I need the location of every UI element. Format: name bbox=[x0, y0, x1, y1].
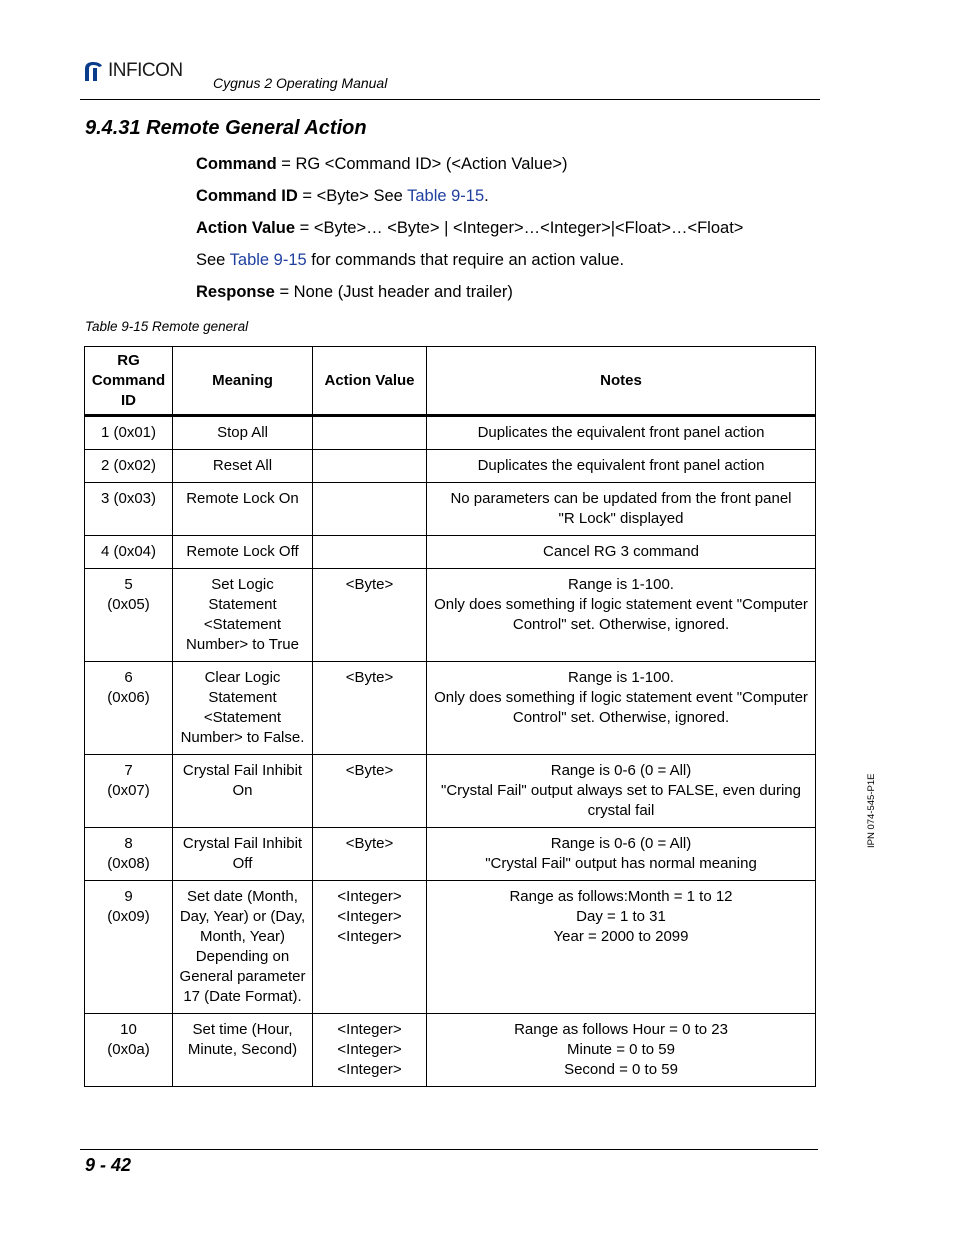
action-value-cell-text: <Byte> bbox=[345, 762, 394, 779]
table-row bbox=[85, 569, 816, 662]
meaning-cell-text: Stop All bbox=[217, 424, 268, 441]
command-id-cell-text: (0x0a) bbox=[107, 1041, 150, 1058]
notes-cell-text: Cancel RG 3 command bbox=[543, 543, 699, 560]
meaning-cell bbox=[173, 450, 313, 483]
command-id-cell bbox=[85, 450, 173, 483]
meaning-cell bbox=[173, 881, 313, 1014]
action-value-cell-text: <Integer> bbox=[337, 928, 402, 945]
notes-cell-text: Minute = 0 to 59 bbox=[567, 1041, 675, 1058]
notes-cell-text: "Crystal Fail" output always set to FALSE, even during bbox=[441, 782, 801, 799]
meaning-cell-text: Set date (Month, bbox=[187, 888, 298, 905]
action-value-cell bbox=[313, 662, 427, 755]
side-code: IPN 074-545-P1E bbox=[866, 773, 877, 848]
command-id-cell-text: 9 bbox=[124, 888, 133, 905]
action-value-cell-text: <Byte> bbox=[345, 669, 394, 686]
meaning-cell-text: Number> to False. bbox=[180, 729, 305, 746]
meaning-cell bbox=[173, 1014, 313, 1087]
meaning-cell bbox=[173, 416, 313, 450]
meaning-cell-text: <Statement bbox=[203, 709, 282, 726]
action-value-cell bbox=[313, 828, 427, 881]
meaning-cell-text: Statement bbox=[208, 689, 277, 706]
command-text: = RG <Command ID> (<Action Value>) bbox=[276, 155, 568, 173]
notes-cell bbox=[427, 450, 816, 483]
table-row bbox=[85, 755, 816, 828]
inficon-logo-icon bbox=[82, 60, 106, 82]
notes-cell-text: Only does something if logic statement event "Computer bbox=[434, 596, 808, 613]
meaning-cell-text: Set Logic bbox=[211, 576, 274, 593]
meaning-cell-text: Clear Logic bbox=[204, 669, 281, 686]
meaning-cell-text: Off bbox=[232, 855, 253, 872]
meaning-cell-text: Reset All bbox=[212, 457, 273, 474]
column-header-text: Command bbox=[91, 371, 166, 389]
notes-cell bbox=[427, 569, 816, 662]
meaning-cell-text: <Statement bbox=[203, 616, 282, 633]
notes-cell bbox=[427, 755, 816, 828]
table-link[interactable]: Table 9-15 bbox=[229, 251, 307, 269]
response-text: = None (Just header and trailer) bbox=[274, 283, 513, 301]
meaning-cell-text: Depending on bbox=[195, 948, 290, 965]
table-row bbox=[85, 1014, 816, 1087]
action-value-cell bbox=[313, 536, 427, 569]
notes-cell bbox=[427, 662, 816, 755]
action-value-cell-text: <Integer> bbox=[337, 1021, 402, 1038]
command-id-text-end: . bbox=[484, 187, 489, 205]
command-id-cell bbox=[85, 483, 173, 536]
section-heading: 9.4.31 Remote General Action bbox=[85, 117, 367, 139]
command-id-cell-text: (0x05) bbox=[107, 596, 150, 613]
meaning-cell-text: Statement bbox=[208, 596, 277, 613]
command-id-cell-text: 6 bbox=[124, 669, 133, 686]
command-id-cell bbox=[85, 569, 173, 662]
action-value-cell bbox=[313, 881, 427, 1014]
table-caption: Table 9-15 Remote general bbox=[85, 319, 249, 334]
action-value-label: Action Value bbox=[196, 219, 296, 237]
notes-cell bbox=[427, 1014, 816, 1087]
column-header bbox=[85, 347, 173, 416]
action-value-text: = <Byte>… <Byte> | <Integer>…<Integer>|<Float>…<Float> bbox=[295, 219, 744, 237]
response-line bbox=[196, 283, 513, 302]
action-value-cell-text: <Integer> bbox=[337, 888, 402, 905]
meaning-cell bbox=[173, 569, 313, 662]
table-header-row bbox=[85, 347, 816, 416]
notes-cell-text: Range is 1-100. bbox=[568, 669, 674, 686]
action-value-cell-text: <Integer> bbox=[337, 1041, 402, 1058]
command-id-text: = <Byte> See bbox=[297, 187, 408, 205]
meaning-cell-text: Remote Lock On bbox=[186, 490, 299, 507]
meaning-cell-text: Day, Year) or (Day, bbox=[179, 908, 306, 925]
command-id-cell-text: 1 (0x01) bbox=[100, 424, 157, 441]
command-id-cell bbox=[85, 536, 173, 569]
table-link[interactable]: Table 9-15 bbox=[407, 187, 485, 205]
notes-cell-text: "R Lock" displayed bbox=[558, 510, 684, 527]
command-id-cell-text: (0x06) bbox=[107, 689, 150, 706]
command-id-cell-text: 10 bbox=[120, 1021, 137, 1038]
command-id-cell bbox=[85, 416, 173, 450]
command-label: Command bbox=[196, 155, 277, 173]
meaning-cell-text: Crystal Fail Inhibit bbox=[182, 762, 303, 779]
notes-cell-text: Year = 2000 to 2099 bbox=[553, 928, 689, 945]
table-row bbox=[85, 450, 816, 483]
action-value-cell bbox=[313, 450, 427, 483]
notes-cell-text: Range as follows:Month = 1 to 12 bbox=[509, 888, 733, 905]
action-value-cell bbox=[313, 416, 427, 450]
command-id-cell-text: (0x09) bbox=[107, 908, 150, 925]
meaning-cell-text: Crystal Fail Inhibit bbox=[182, 835, 303, 852]
notes-cell bbox=[427, 483, 816, 536]
action-value-line bbox=[196, 219, 743, 238]
notes-cell-text: crystal fail bbox=[587, 802, 655, 819]
see-text: See bbox=[196, 251, 230, 269]
action-value-cell bbox=[313, 755, 427, 828]
command-id-cell-text: 2 (0x02) bbox=[100, 457, 157, 474]
meaning-cell bbox=[173, 662, 313, 755]
inficon-logo bbox=[82, 60, 183, 82]
notes-cell bbox=[427, 828, 816, 881]
command-id-cell-text: (0x07) bbox=[107, 782, 150, 799]
notes-cell-text: Range as follows Hour = 0 to 23 bbox=[514, 1021, 728, 1038]
notes-cell-text: No parameters can be updated from the front panel bbox=[450, 490, 792, 507]
notes-cell bbox=[427, 881, 816, 1014]
command-id-cell bbox=[85, 881, 173, 1014]
meaning-cell-text: Minute, Second) bbox=[187, 1041, 298, 1058]
notes-cell-text: Only does something if logic statement event "Computer bbox=[434, 689, 808, 706]
command-line bbox=[196, 155, 568, 174]
meaning-cell-text: Remote Lock Off bbox=[186, 543, 299, 560]
notes-cell-text: Duplicates the equivalent front panel action bbox=[477, 457, 765, 474]
command-id-label: Command ID bbox=[196, 187, 298, 205]
notes-cell-text: Day = 1 to 31 bbox=[576, 908, 666, 925]
table-row bbox=[85, 662, 816, 755]
action-value-cell-text: <Integer> bbox=[337, 908, 402, 925]
command-id-cell bbox=[85, 755, 173, 828]
command-id-cell bbox=[85, 828, 173, 881]
action-value-cell-text: <Integer> bbox=[337, 1061, 402, 1078]
action-value-cell-text: <Byte> bbox=[345, 576, 394, 593]
column-header bbox=[427, 347, 816, 416]
command-id-cell bbox=[85, 1014, 173, 1087]
meaning-cell-text: Set time (Hour, bbox=[192, 1021, 293, 1038]
see-text-end: for commands that require an action value. bbox=[306, 251, 625, 269]
remote-general-table bbox=[84, 346, 816, 1087]
meaning-cell-text: 17 (Date Format). bbox=[183, 988, 302, 1005]
header-rule bbox=[80, 99, 820, 100]
meaning-cell-text: On bbox=[232, 782, 253, 799]
notes-cell-text: Range is 0-6 (0 = All) bbox=[550, 835, 692, 852]
notes-cell-text: Range is 0-6 (0 = All) bbox=[550, 762, 692, 779]
notes-cell bbox=[427, 536, 816, 569]
notes-cell-text: Second = 0 to 59 bbox=[564, 1061, 678, 1078]
notes-cell-text: Control" set. Otherwise, ignored. bbox=[512, 616, 730, 633]
notes-cell-text: Duplicates the equivalent front panel action bbox=[477, 424, 765, 441]
command-id-cell-text: 3 (0x03) bbox=[100, 490, 157, 507]
notes-cell bbox=[427, 416, 816, 450]
command-id-cell-text: 4 (0x04) bbox=[100, 543, 157, 560]
meaning-cell bbox=[173, 483, 313, 536]
column-header-text: Notes bbox=[600, 371, 642, 389]
command-id-cell-text: (0x08) bbox=[107, 855, 150, 872]
action-value-cell bbox=[313, 569, 427, 662]
column-header-text: Action Value bbox=[324, 371, 415, 389]
command-id-cell-text: 5 bbox=[124, 576, 133, 593]
command-id-cell-text: 8 bbox=[124, 835, 133, 852]
footer-rule bbox=[80, 1149, 818, 1150]
table-row bbox=[85, 536, 816, 569]
action-value-cell-text: <Byte> bbox=[345, 835, 394, 852]
notes-cell-text: "Crystal Fail" output has normal meaning bbox=[485, 855, 757, 872]
notes-cell-text: Range is 1-100. bbox=[568, 576, 674, 593]
table-row bbox=[85, 483, 816, 536]
table-row bbox=[85, 828, 816, 881]
column-header-text: ID bbox=[121, 391, 136, 409]
action-value-cell bbox=[313, 1014, 427, 1087]
brand-name: INFICON bbox=[108, 60, 183, 81]
manual-title: Cygnus 2 Operating Manual bbox=[213, 75, 388, 91]
page-number: 9 - 42 bbox=[85, 1155, 132, 1175]
action-value-cell bbox=[313, 483, 427, 536]
column-header-text: Meaning bbox=[212, 371, 273, 389]
column-header-text: RG bbox=[117, 351, 140, 369]
table-row bbox=[85, 881, 816, 1014]
column-header bbox=[173, 347, 313, 416]
see-table-line bbox=[196, 251, 624, 270]
command-id-cell-text: 7 bbox=[124, 762, 133, 779]
column-header bbox=[313, 347, 427, 416]
meaning-cell bbox=[173, 755, 313, 828]
table-row bbox=[85, 416, 816, 450]
command-id-cell bbox=[85, 662, 173, 755]
meaning-cell-text: Month, Year) bbox=[199, 928, 286, 945]
meaning-cell-text: General parameter bbox=[179, 968, 306, 985]
meaning-cell bbox=[173, 828, 313, 881]
meaning-cell-text: Number> to True bbox=[186, 636, 299, 653]
notes-cell-text: Control" set. Otherwise, ignored. bbox=[512, 709, 730, 726]
response-label: Response bbox=[196, 283, 275, 301]
table-body bbox=[85, 416, 816, 1087]
meaning-cell bbox=[173, 536, 313, 569]
command-id-line bbox=[196, 187, 489, 206]
